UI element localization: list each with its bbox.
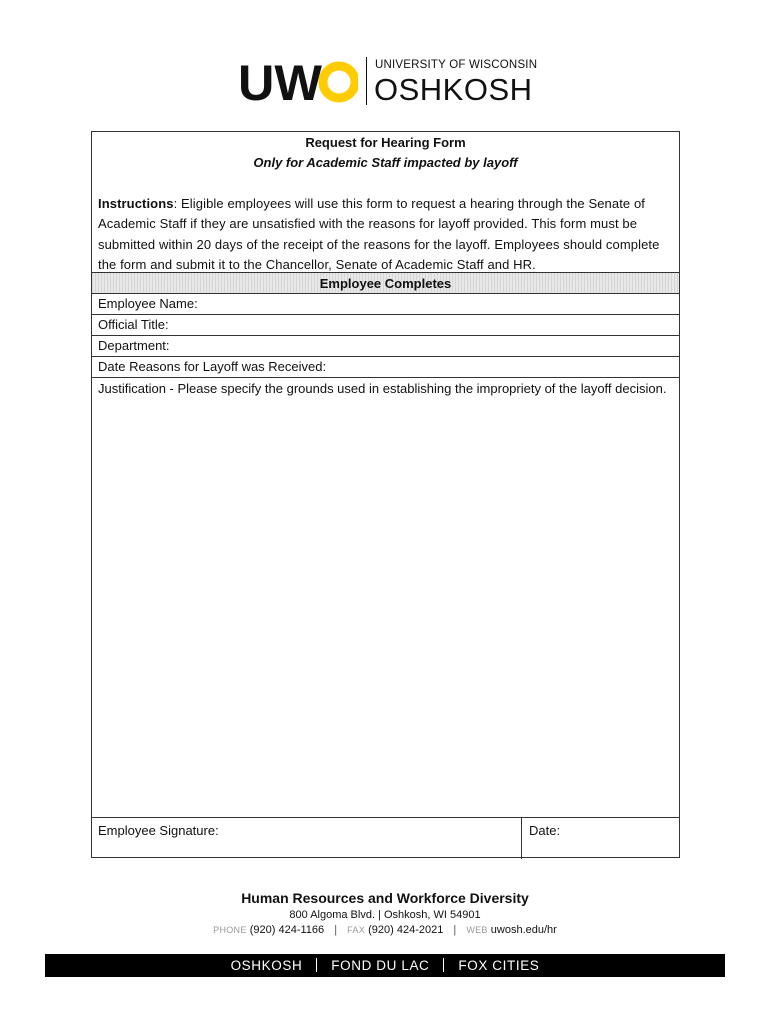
campus-bar <box>45 954 725 977</box>
uwo-logo-mark <box>238 60 358 104</box>
official-title-label: Official Title: <box>98 317 169 332</box>
contact-separator: | <box>334 924 338 936</box>
justification-label: Justification - Please specify the grounds used in establishing the impropriety of the layoff decision. <box>98 381 667 396</box>
footer-department: Human Resources and Workforce Diversity <box>241 890 529 906</box>
form-title: Request for Hearing Form <box>305 135 466 150</box>
signature-row <box>92 817 679 858</box>
logo-campus-name: OSHKOSH <box>374 72 533 107</box>
section-header-employee-completes: Employee Completes <box>92 272 679 294</box>
date-received-field[interactable] <box>92 357 679 378</box>
phone-number: (920) 424-1166 <box>249 924 325 936</box>
campus-separator <box>443 958 444 972</box>
phone-label: PHONE <box>213 925 247 935</box>
contact-separator: | <box>453 924 457 936</box>
justification-field[interactable] <box>98 378 671 399</box>
signature-divider <box>521 818 522 859</box>
campus-separator <box>316 958 317 972</box>
employee-name-label: Employee Name: <box>98 296 198 311</box>
university-logo <box>238 57 538 107</box>
employee-name-field[interactable] <box>92 294 679 315</box>
official-title-field[interactable] <box>92 315 679 336</box>
department-field[interactable] <box>92 336 679 357</box>
campus-oshkosh: OSHKOSH <box>230 958 303 973</box>
signature-date-field[interactable]: Date: <box>529 823 561 838</box>
instructions <box>98 194 671 275</box>
campus-fond-du-lac: FOND DU LAC <box>331 958 430 973</box>
logo-university-name: UNIVERSITY OF WISCONSIN <box>375 59 538 71</box>
svg-text:UW: UW <box>238 60 323 104</box>
footer-address: 800 Algoma Blvd. | Oshkosh, WI 54901 <box>289 909 481 921</box>
employee-signature-field[interactable]: Employee Signature: <box>98 823 219 838</box>
logo-divider <box>366 57 367 105</box>
instructions-text: : Eligible employees will use this form to request a hearing through the Senate of Academic Staff if they are unsatisfied with the reasons for layoff provided. This form must be submitted within 20 days of the receipt of the reasons for the layoff. Employees should complete the form and submit it to the Chancellor, Senate of Academic Staff and HR. <box>98 196 660 272</box>
hearing-request-form <box>91 131 680 858</box>
date-received-label: Date Reasons for Layoff was Received: <box>98 359 327 374</box>
web-label: WEB <box>466 925 488 935</box>
campus-fox-cities: FOX CITIES <box>458 958 540 973</box>
department-label: Department: <box>98 338 170 353</box>
footer-contact <box>0 924 770 936</box>
fax-number: (920) 424-2021 <box>368 924 444 936</box>
fax-label: FAX <box>347 925 366 935</box>
web-link[interactable]: uwosh.edu/hr <box>490 924 557 936</box>
form-subtitle: Only for Academic Staff impacted by layoff <box>253 155 518 170</box>
instructions-label: Instructions <box>98 196 174 211</box>
